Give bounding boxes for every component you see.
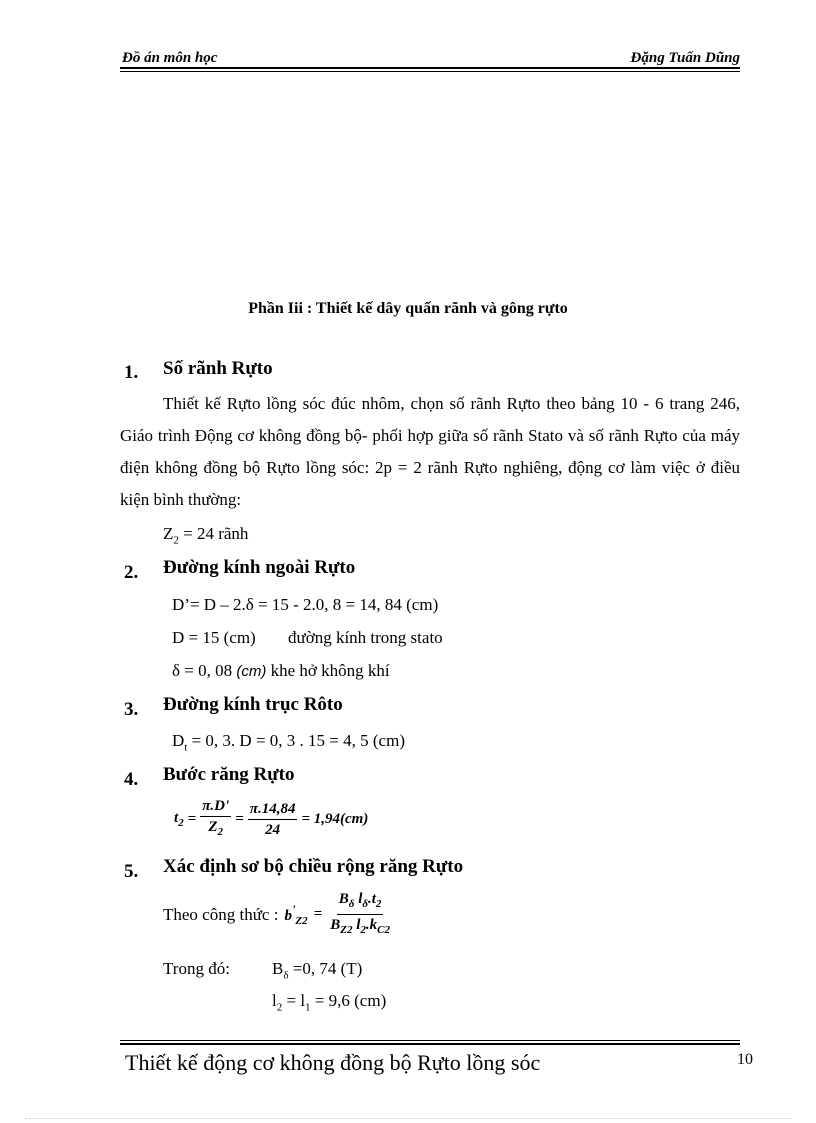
- air-gap: δ = 0, 08 (cm) khe hở không khí: [172, 661, 390, 680]
- core-length: $l_2 = l_1 = 9,6$ (cm): [272, 991, 387, 1014]
- shaft-diameter-formula: $D_t = 0$, 3. D = 0, 3 . 15 = 4, 5 (cm): [172, 731, 405, 754]
- outer-diameter-formula: D’= D – 2.δ = 15 - 2.0, 8 = 14, 84 (cm): [172, 595, 439, 614]
- section-2-number: 2.: [124, 562, 139, 583]
- tooth-pitch-equation: $t_2$ = $\frac{\pi.D'}{Z_2}$ = $\frac{\pi.14,84}{24}$ = 1,94(cm): [174, 796, 368, 842]
- section-1-heading: Số rãnh Rựto: [163, 358, 273, 379]
- header-right: Đặng Tuấn Dũng: [630, 50, 740, 66]
- section-4-heading: Bước răng Rựto: [163, 764, 295, 785]
- section-2-heading: Đường kính ngoài Rựto: [163, 557, 356, 578]
- footer-rule-bottom: [120, 1043, 740, 1045]
- footer-text: Thiết kế động cơ không đồng bộ Rựto lồng sóc: [125, 1050, 541, 1075]
- tooth-width-fraction: $\frac{B_\delta l_\delta.t_2}{B_{Z2} l_2.k_{C2}}$: [330, 891, 390, 936]
- section-3-heading: Đường kính trục Rôto: [163, 694, 343, 715]
- footer-rule-top: [120, 1040, 740, 1041]
- header-left: Đồ án môn học: [122, 50, 218, 66]
- section-5-heading: Xác định sơ bộ chiều rộng răng Rựto: [163, 856, 464, 877]
- stator-diameter: D = 15 (cm): [172, 628, 256, 647]
- header-rule-bottom: [120, 71, 740, 72]
- tooth-pitch-fraction-2: $\frac{\pi.14,84}{24}$: [249, 800, 296, 838]
- section-1-number: 1.: [124, 362, 139, 383]
- page-edge-divider: [25, 1118, 791, 1119]
- stator-diameter-note: đường kính trong stato: [288, 628, 443, 647]
- tooth-pitch-fraction-1: $\frac{\pi.D'}{Z_2}$: [202, 798, 230, 838]
- section-5-number: 5.: [124, 861, 139, 882]
- air-gap-flux-density: $B_\delta =0$, 74 (T): [272, 959, 363, 982]
- header-rule-top: [120, 67, 740, 69]
- z2-value: $Z_2 = 24$ rãnh: [163, 524, 249, 547]
- tooth-width-equation: Theo công thức : $b'_{Z2}$ = $\frac{B_\delta l_\delta.t_2}{B_{Z2} l_2.k_{C2}}$: [163, 889, 392, 940]
- section-3-number: 3.: [124, 699, 139, 720]
- section-4-number: 4.: [124, 769, 139, 790]
- section-1-paragraph: Thiết kế Rựto lồng sóc đúc nhôm, chọn số rãnh Rựto theo bảng 10 - 6 trang 246, Giáo trình Động cơ không đồng bộ- phối hợp giữa số rãnh Stato và số rãnh Rựto của máy điện không đồng bộ Rựto lồng sóc: 2p = 2 rãnh Rựto nghiêng, động cơ làm việc ở điều kiện bình thường:: [120, 394, 740, 509]
- page-number: 10: [737, 1051, 753, 1068]
- section-title: Phần Iii : Thiết kế dây quấn rãnh và gông rựto: [248, 300, 568, 317]
- where-label: Trong đó:: [163, 959, 230, 978]
